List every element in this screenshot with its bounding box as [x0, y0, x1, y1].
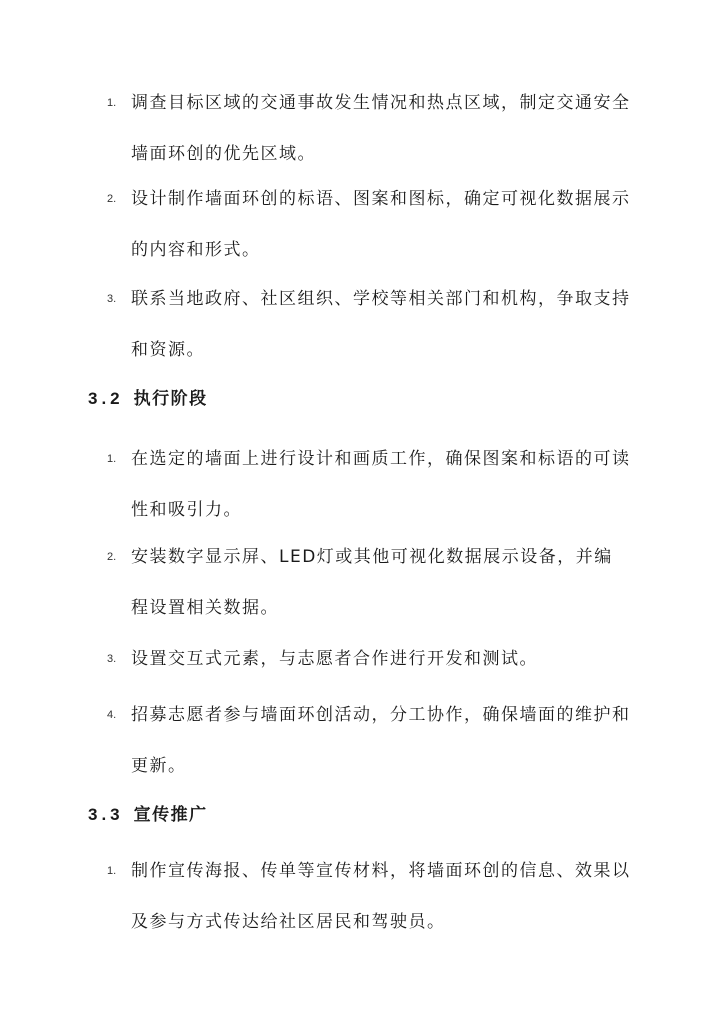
- list-item-text: 调查目标区域的交通事故发生情况和热点区域，制定交通安全墙面环创的优先区域。: [131, 93, 631, 164]
- section-heading-number: 3.3: [88, 805, 124, 824]
- list-item-number: 4.: [107, 709, 117, 721]
- list-item-number: 2.: [107, 551, 117, 563]
- list-item-number: 1.: [107, 97, 117, 109]
- list-item-text: 在选定的墙面上进行设计和画质工作，确保图案和标语的可读性和吸引力。: [131, 449, 631, 520]
- list-item-text: 联系当地政府、社区组织、学校等相关部门和机构，争取支持和资源。: [131, 289, 631, 360]
- list-item-number: 3.: [107, 653, 117, 665]
- list-item-number: 3.: [107, 293, 117, 305]
- list-item-text: 招募志愿者参与墙面环创活动，分工协作，确保墙面的维护和更新。: [131, 705, 631, 776]
- list-item-number: 2.: [107, 193, 117, 205]
- list-item-text: 设计制作墙面环创的标语、图案和图标，确定可视化数据展示的内容和形式。: [131, 189, 631, 260]
- list-item-number: 1.: [107, 453, 117, 465]
- list-item-text: 安装数字显示屏、LED灯或其他可视化数据展示设备，并编程设置相关数据。: [131, 547, 613, 618]
- section-heading: [88, 388, 208, 410]
- section-heading: [88, 804, 208, 826]
- list-item-text: 制作宣传海报、传单等宣传材料，将墙面环创的信息、效果以及参与方式传达给社区居民和驾驶员。: [131, 861, 631, 932]
- section-heading-title: 执行阶段: [133, 389, 208, 409]
- section-heading-number: 3.2: [88, 389, 124, 408]
- list-item-text: 设置交互式元素，与志愿者合作进行开发和测试。: [131, 649, 538, 669]
- section-heading-title: 宣传推广: [133, 805, 208, 825]
- list-item-number: 1.: [107, 865, 117, 877]
